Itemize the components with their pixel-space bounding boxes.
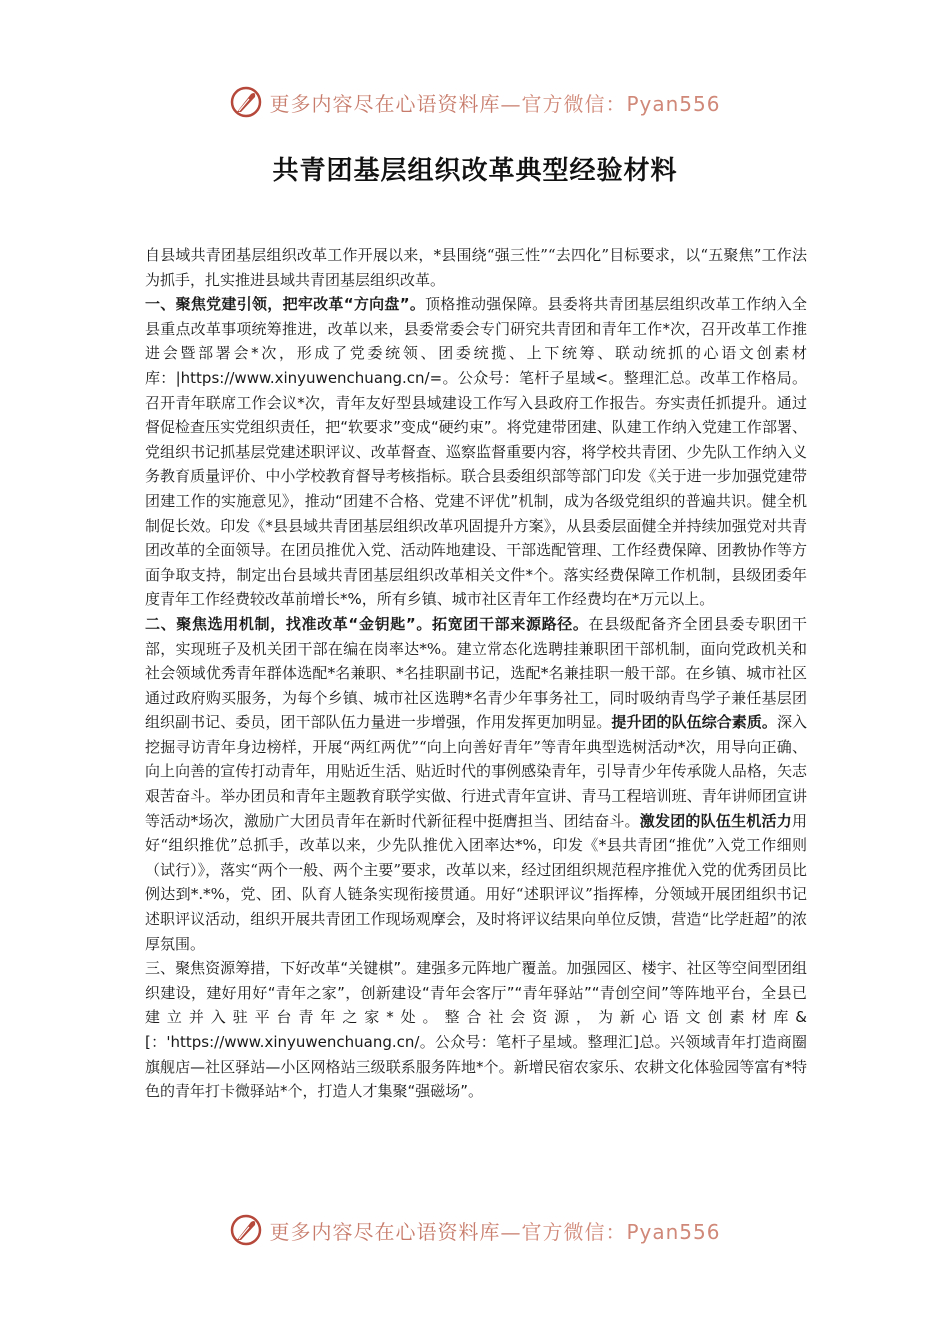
- section-2-heading: 二、聚焦选用机制，找准改革“金钥匙”。拓宽团干部来源路径。: [145, 614, 589, 633]
- section-3-heading: 三、聚焦资源筹措，下好改革“关键棋”。: [145, 959, 417, 978]
- quill-pen-logo-icon: [229, 1213, 263, 1247]
- header-watermark-banner: [0, 82, 950, 122]
- document-body: [145, 243, 807, 1104]
- section-2-subhead-b: 提升团的队伍综合素质。: [611, 713, 777, 732]
- section-1-paragraph: [145, 292, 807, 612]
- section-2-body-c: 用好“组织推优”总抓手，改革以来，少先队推优入团率达*%，印发《*县共青团“推优”入党工作细则（试行）》，落实“两个一般、两个主要”要求，改革以来，经过团组织规范程序推优入党的优秀团员比例达到*.*%，党、团、队育人链条实现衔接贯通。用好“述职评议”指挥棒，分领域开展团组织书记述职评议活动，组织开展共青团工作现场观摩会，及时将评议结果向单位反馈，营造“比学赶超”的浓厚氛围。: [145, 811, 807, 953]
- section-2-subhead-c: 激发团的队伍生机活力: [639, 811, 792, 830]
- section-2-paragraph: [145, 612, 807, 956]
- intro-paragraph: 自县域共青团基层组织改革工作开展以来，*县围绕“强三性”“去四化”目标要求，以“五聚焦”工作法为抓手，扎实推进县域共青团基层组织改革。: [145, 246, 807, 289]
- quill-pen-logo-icon: [229, 85, 263, 119]
- section-1-heading: 一、聚焦党建引领，把牢改革“方向盘”。: [145, 295, 426, 314]
- section-2-body-a: 在县级配备齐全团县委专职团干部，实现班子及机关团干部在编在岗率达*%。建立常态化选聘挂兼职团干部机制，面向党政机关和社会领域优秀青年群体选配*名兼职、*名挂职副书记，选配*名兼挂职一般干部。在乡镇、城市社区通过政府购买服务，为每个乡镇、城市社区选聘*名青少年事务社工，同时吸纳青鸟学子兼任基层团组织副书记、委员，团干部队伍力量进一步增强，作用发挥更加明显。: [145, 614, 807, 732]
- document-title: 共青团基层组织改革典型经验材料: [272, 156, 678, 186]
- banner-separator: —: [500, 91, 522, 116]
- section-3-paragraph: [145, 956, 807, 1104]
- section-3-body: 建强多元阵地广覆盖。加强园区、楼宇、社区等空间型团组织建设，建好用好“青年之家”，创新建设“青年会客厅”“青年驿站”“青创空间”等阵地平台，全县已建立并入驻平台青年之家*处。整合社会资源，为新心语文创素材库&[：'https://www.xinyuwenchuang.cn/。公众号：笔杆子星域。整理汇]总。兴领域青年打造商圈旗舰店—社区驿站—小区网格站三级联系服务阵地*个。新增民宿农家乐、农耕文化体验园等富有*特色的青年打卡微驿站*个，打造人才集聚“强磁场”。: [145, 959, 807, 1101]
- banner-text: [269, 88, 720, 117]
- banner-text: [269, 1216, 720, 1245]
- banner-wechat-text: 官方微信：Pyan556: [521, 1219, 721, 1244]
- banner-wechat-text: 官方微信：Pyan556: [521, 91, 721, 116]
- section-1-body: 顶格推动强保障。县委将共青团基层组织改革工作纳入全县重点改革事项统筹推进，改革以来，县委常委会专门研究共青团和青年工作*次，召开改革工作推进会暨部署会*次，形成了党委统领、团委统揽、上下统筹、联动统抓的心语文创素材库：|https://www.xinyuwenchuang.cn/=。公众号：笔杆子星域<。整理汇总。改革工作格局。召开青年联席工作会议*次，青年友好型县域建设工作写入县政府工作报告。夯实责任抓提升。通过督促检查压实党组织责任，把“软要求”变成“硬约束”。将党建带团建、队建工作纳入党建工作部署、党组织书记抓基层党建述职评议、改革督查、巡察监督重要内容，将学校共青团、少先队工作纳入义务教育质量评价、中小学校教育督导考核指标。联合县委组织部等部门印发《关于进一步加强党建带团建工作的实施意见》，推动“团建不合格、党建不评优”机制，成为各级党组织的普遍共识。健全机制促长效。印发《*县县域共青团基层组织改革巩固提升方案》，从县委层面健全并持续加强党对共青团改革的全面领导。在团员推优入党、活动阵地建设、干部选配管理、工作经费保障、团教协作等方面争取支持，制定出台县域共青团基层组织改革相关文件*个。落实经费保障工作机制，县级团委年度青年工作经费较改革前增长*%，所有乡镇、城市社区青年工作经费均在*万元以上。: [145, 295, 807, 609]
- banner-brand-text: 更多内容尽在心语资料库: [269, 1219, 501, 1244]
- section-2-body-b: 深入挖掘寻访青年身边榜样，开展“两红两优”“向上向善好青年”等青年典型选树活动*次，用导向正确、向上向善的宣传打动青年，用贴近生活、贴近时代的事例感染青年，引导青少年传承陇人品格，矢志艰苦奋斗。举办团员和青年主题教育联学实做、行进式青年宣讲、青马工程培训班、青年讲师团宣讲等活动*场次，激励广大团员青年在新时代新征程中挺膺担当、团结奋斗。: [145, 713, 807, 830]
- footer-watermark-banner: [0, 1210, 950, 1250]
- banner-separator: —: [500, 1219, 522, 1244]
- banner-brand-text: 更多内容尽在心语资料库: [269, 91, 501, 116]
